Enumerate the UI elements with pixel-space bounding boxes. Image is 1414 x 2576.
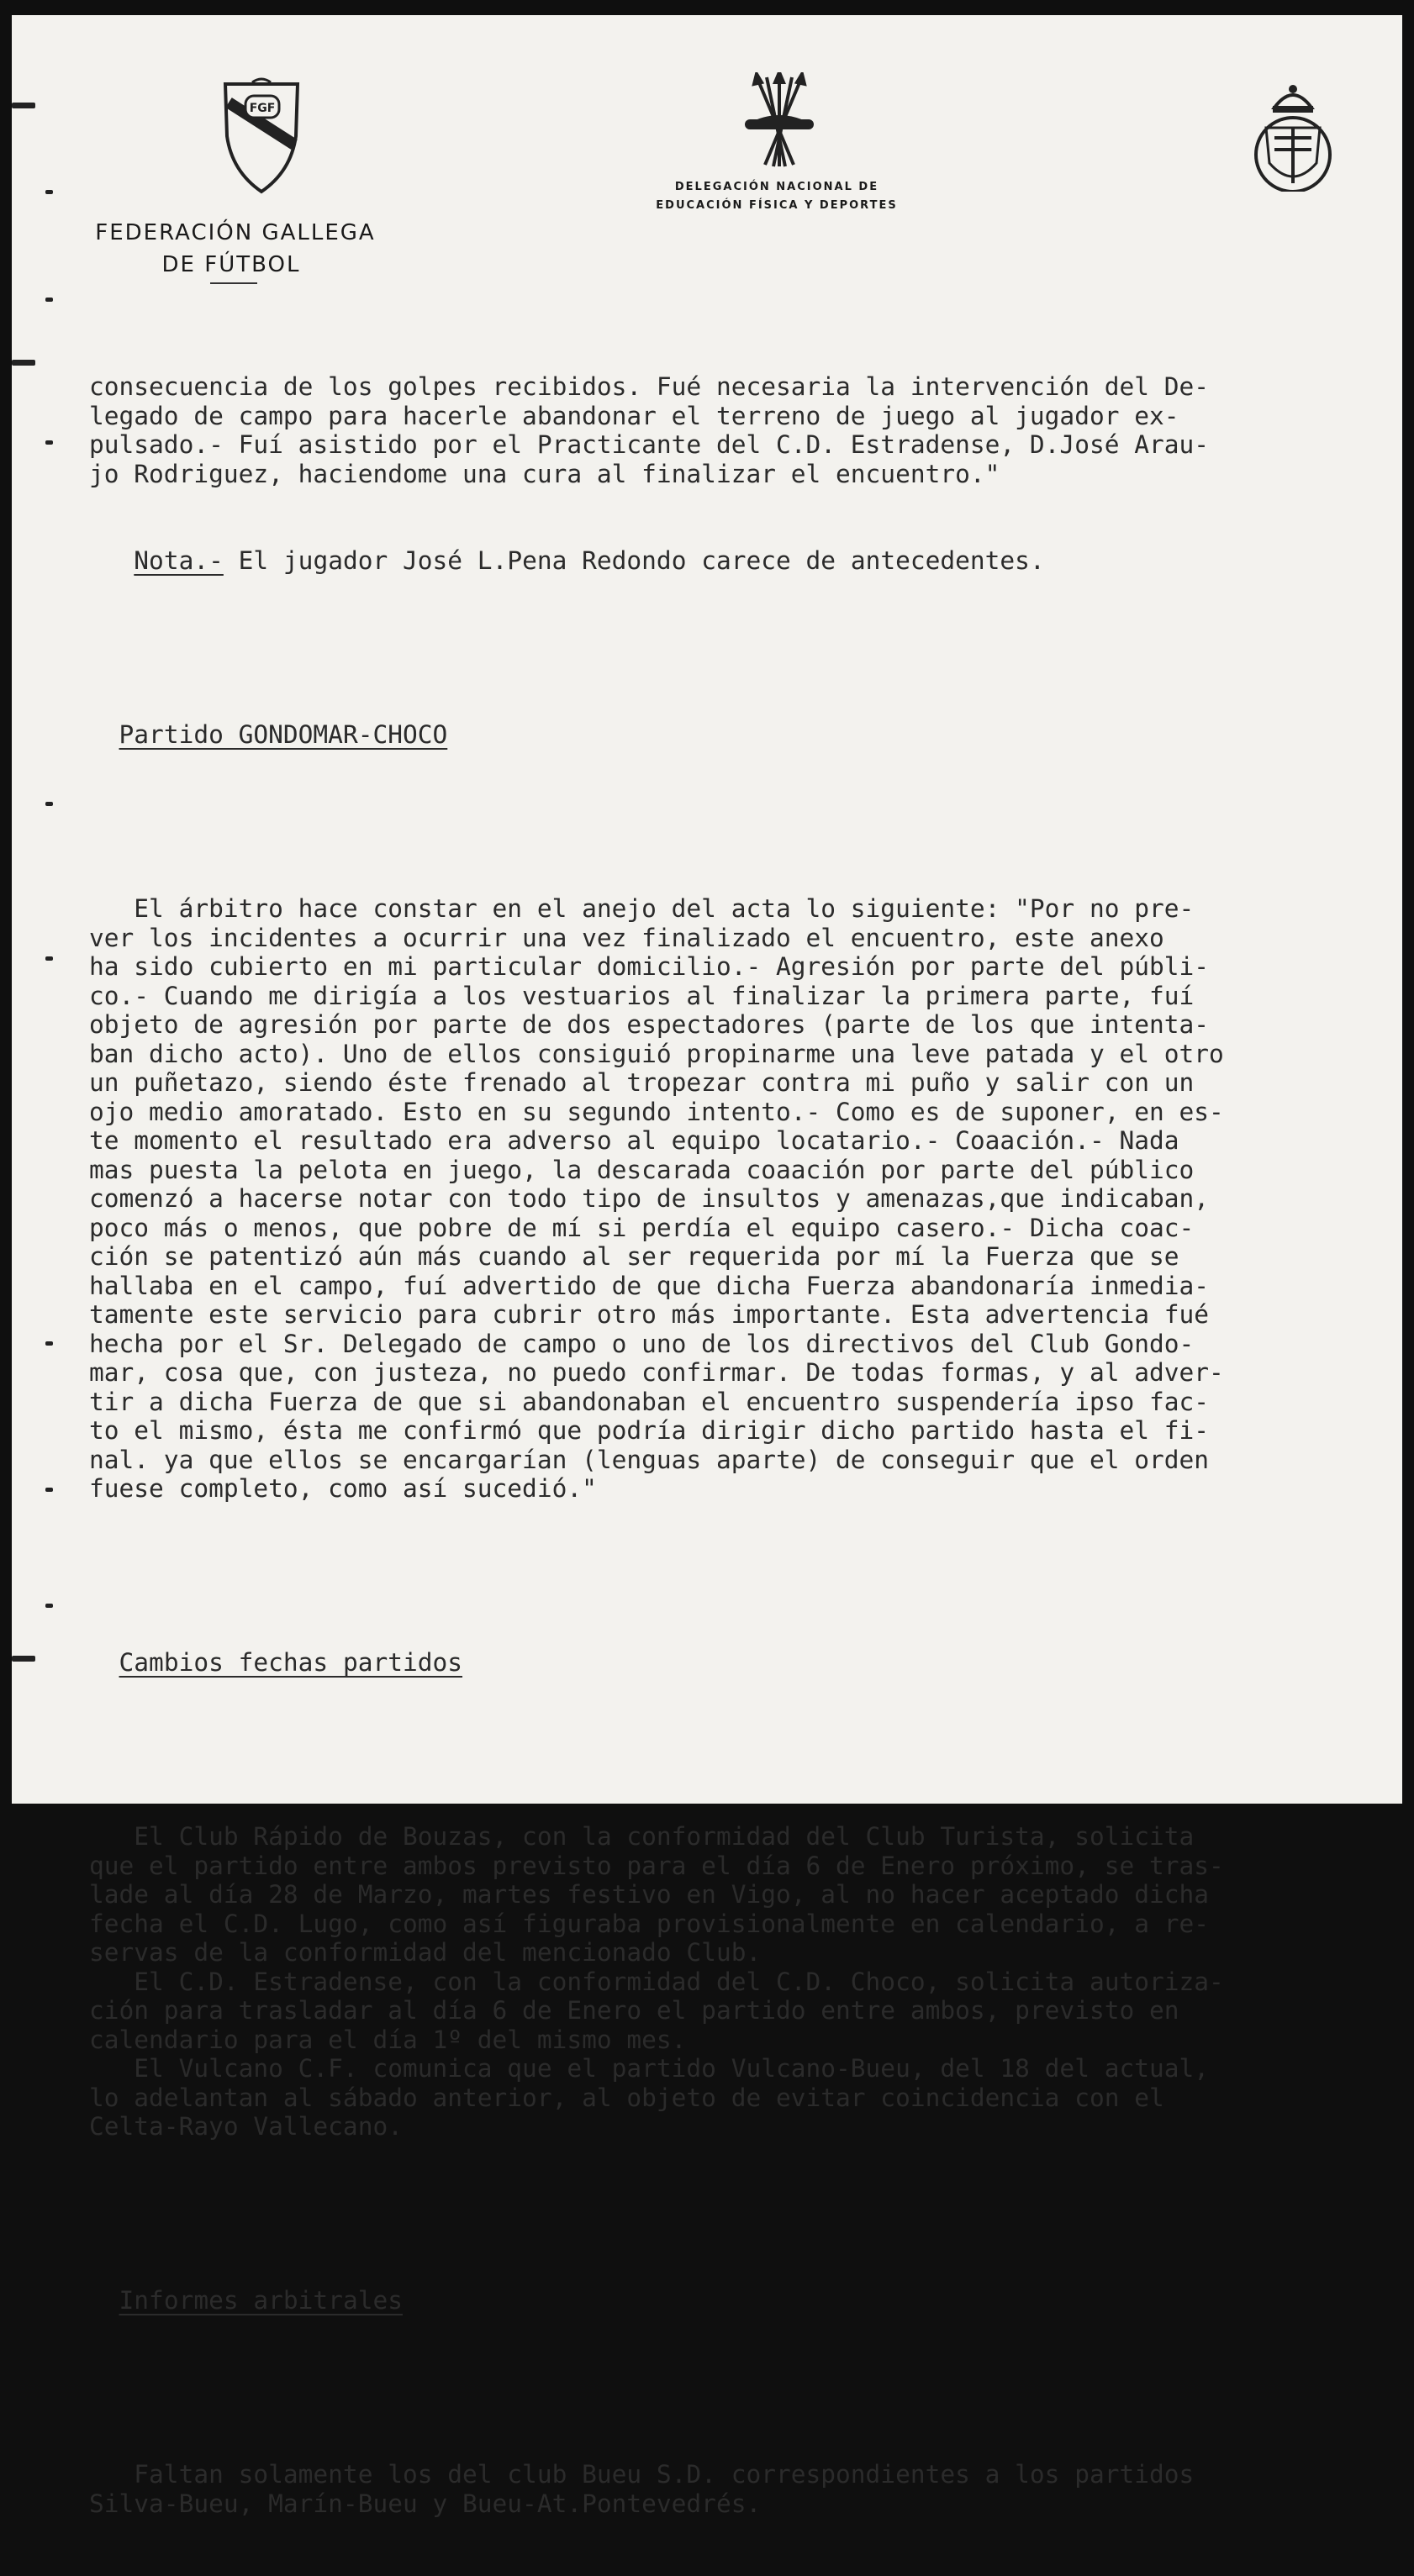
text-line: Celta-Rayo Vallecano. (89, 2112, 403, 2141)
text-line: El árbitro hace constar en el anejo del acta lo siguiente: "Por no pre- (89, 894, 1195, 923)
punch-hole-mark (45, 956, 53, 961)
text-line: ha sido cubierto en mi particular domicilio.- Agresión por parte del públi- (89, 952, 1210, 981)
punch-hole-mark (12, 1656, 35, 1662)
text-line: ción para trasladar al día 6 de Enero el partido entre ambos, previsto en (89, 1996, 1179, 2025)
text-line: servas de la conformidad del mencionado Club. (89, 1938, 762, 1967)
heading-informes-arbitrales: Informes arbitrales (119, 2286, 403, 2315)
federation-name (92, 217, 378, 281)
text-line: calendario para el día 1º del mismo mes. (89, 2025, 687, 2054)
punch-hole-mark (12, 360, 35, 366)
text-line: El Vulcano C.F. comunica que el partido Vulcano-Bueu, del 18 del actual, (89, 2054, 1210, 2083)
paragraph-informes (89, 2460, 1401, 2518)
letterhead-divider (210, 282, 257, 284)
text-line: mar, cosa que, con justeza, no puedo confirmar. De todas formas, y al adver- (89, 1358, 1224, 1387)
text-line: te momento el resultado era adverso al equipo locatario.- Coaación.- Nada (89, 1126, 1179, 1155)
text-line: fecha el C.D. Lugo, como así figuraba provisionalmente en calendario, a re- (89, 1909, 1210, 1938)
text-line: legado de campo para hacerle abandonar el terreno de juego al jugador ex- (89, 401, 1179, 430)
federation-name-line2: DE FÚTBOL (161, 252, 301, 277)
note-line (89, 546, 1401, 576)
federation-name-line1: FEDERACIÓN GALLEGA (95, 220, 376, 245)
heading-cambios-fechas: Cambios fechas partidos (119, 1648, 463, 1677)
text-line: Silva-Bueu, Marín-Bueu y Bueu-At.Pontevedrés. (89, 2489, 762, 2518)
royal-crest-logo (1249, 82, 1337, 192)
federation-shield-logo (220, 77, 303, 195)
paragraph-gondomar (89, 894, 1401, 1504)
text-line: consecuencia de los golpes recibidos. Fué necesaria la intervención del De- (89, 372, 1210, 401)
svg-text:FGF: FGF (249, 102, 276, 115)
paragraph-cambios (89, 1822, 1401, 2141)
text-line: El C.D. Estradense, con la conformidad del C.D. Choco, solicita autoriza- (89, 1967, 1224, 1996)
text-line: nal. ya que ellos se encargarían (lenguas aparte) de conseguir que el orden (89, 1445, 1210, 1474)
text-line: lade al día 28 de Marzo, martes festivo en Vigo, al no hacer aceptado dicha (89, 1880, 1210, 1909)
text-line: ojo medio amoratado. Esto en su segundo intento.- Como es de suponer, en es- (89, 1097, 1224, 1126)
document-page (12, 15, 1402, 2518)
text-line: jo Rodriguez, haciendome una cura al finalizar el encuentro." (89, 459, 1000, 488)
note-text: El jugador José L.Pena Redondo carece de antecedentes. (223, 546, 1045, 575)
delegation-name-line1: DELEGACIÓN NACIONAL DE (674, 181, 879, 193)
text-line: comenzó a hacerse notar con todo tipo de insultos y amenazas,que indicaban, (89, 1184, 1210, 1213)
punch-hole-mark (45, 1341, 53, 1346)
text-line: ción se patentizó aún más cuando al ser requerida por mí la Fuerza que se (89, 1242, 1179, 1271)
yoke-arrows-emblem (741, 72, 817, 173)
note-label: Nota.- (134, 546, 224, 575)
delegation-name (600, 178, 953, 215)
delegation-name-line2: EDUCACIÓN FÍSICA Y DEPORTES (656, 199, 898, 212)
heading-informes-line (89, 2286, 1401, 2315)
text-line: ban dicho acto). Uno de ellos consiguió propinarme una leve patada y el otro (89, 1039, 1224, 1068)
text-line: fuese completo, como así sucedió." (89, 1474, 597, 1503)
text-line: lo adelantan al sábado anterior, al objeto de evitar coincidencia con el (89, 2083, 1164, 2112)
text-line: Faltan solamente los del club Bueu S.D. correspondientes a los partidos (89, 2460, 1195, 2489)
text-line: hallaba en el campo, fuí advertido de que dicha Fuerza abandonaría inmedia- (89, 1271, 1210, 1300)
text-line: El Club Rápido de Bouzas, con la conformidad del Club Turista, solicita (89, 1822, 1195, 1851)
heading-gondomar-choco: Partido GONDOMAR-CHOCO (119, 720, 448, 749)
text-line: co.- Cuando me dirigía a los vestuarios al finalizar la primera parte, fuí (89, 981, 1195, 1010)
text-line: tir a dicha Fuerza de que si abandonaban el encuentro suspendería ipso fac- (89, 1387, 1210, 1416)
text-line: que el partido entre ambos previsto para el día 6 de Enero próximo, se tras- (89, 1851, 1224, 1880)
text-line: un puñetazo, siendo éste frenado al tropezar contra mi puño y salir con un (89, 1068, 1195, 1097)
punch-hole-mark (45, 1604, 53, 1608)
letter-body (89, 314, 1401, 2576)
text-line: to el mismo, ésta me confirmó que podría dirigir dicho partido hasta el fi- (89, 1416, 1210, 1445)
punch-hole-mark (45, 802, 53, 806)
paragraph-continuation (89, 372, 1401, 488)
text-line: mas puesta la pelota en juego, la descarada coaación por parte del público (89, 1155, 1195, 1184)
text-line: hecha por el Sr. Delegado de campo o uno de los directivos del Club Gondo- (89, 1329, 1195, 1358)
text-line: ver los incidentes a ocurrir una vez finalizado el encuentro, este anexo (89, 923, 1164, 952)
text-line: objeto de agresión por parte de dos espectadores (parte de los que intenta- (89, 1010, 1210, 1039)
letterhead (12, 15, 1402, 301)
punch-hole-mark (45, 1488, 53, 1492)
punch-hole-mark (45, 440, 53, 445)
heading-cambios-line (89, 1648, 1401, 1678)
text-line: pulsado.- Fuí asistido por el Practicante del C.D. Estradense, D.José Arau- (89, 430, 1210, 459)
heading-gondomar-line (89, 720, 1401, 750)
text-line: tamente este servicio para cubrir otro más importante. Esta advertencia fué (89, 1300, 1210, 1329)
text-line: poco más o menos, que pobre de mí si perdía el equipo casero.- Dicha coac- (89, 1213, 1195, 1242)
